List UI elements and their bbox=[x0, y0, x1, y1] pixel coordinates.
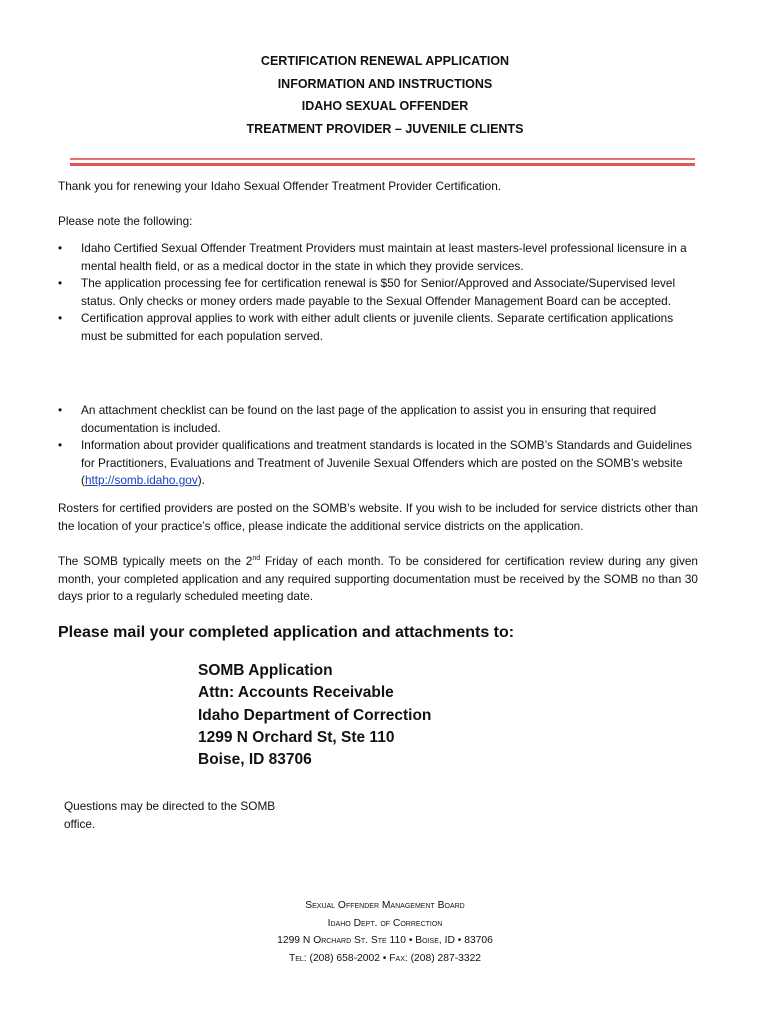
header-line-2: INFORMATION AND INSTRUCTIONS bbox=[277, 76, 493, 91]
list-item: • Certification approval applies to work with either adult clients or juvenile clients. Separate certification applications must be submitted for each population served. bbox=[58, 311, 674, 343]
address-line-2: Attn: Accounts Receivable bbox=[198, 684, 394, 702]
header-line-3: IDAHO SEXUAL OFFENDER bbox=[301, 99, 469, 114]
header-line-4: TREATMENT PROVIDER – JUVENILE CLIENTS bbox=[246, 122, 524, 137]
information-list bbox=[58, 402, 698, 490]
questions-note: Questions may be directed to the SOMB office. bbox=[64, 799, 276, 831]
footer-line-2: Idaho Dept. of Correction bbox=[327, 917, 443, 929]
header-line-1: CERTIFICATION RENEWAL APPLICATION bbox=[260, 54, 510, 68]
intro-note: Please note the following: bbox=[58, 214, 193, 228]
footer-line-1: Sexual Offender Management Board bbox=[305, 900, 465, 911]
bullet-icon: • bbox=[58, 311, 63, 325]
footer-line-3: 1299 N Orchard St. Ste 110 • Boise, ID • 83706 bbox=[277, 935, 493, 946]
bullet-icon: • bbox=[58, 403, 63, 417]
header-divider-bottom bbox=[70, 163, 695, 166]
requirements-list bbox=[58, 240, 698, 345]
mail-heading: Please mail your completed application and attachments to: bbox=[58, 624, 515, 641]
intro-thanks: Thank you for renewing your Idaho Sexual Offender Treatment Provider Certification. bbox=[58, 179, 502, 193]
document-header bbox=[0, 50, 770, 141]
list-item: • The application processing fee for certification renewal is $50 for Senior/Approved and Associate/Supervised level status. Only checks or money orders made payable to the Sexual Offender Management Board can be accepted. bbox=[58, 276, 676, 308]
bullet-icon: • bbox=[58, 438, 63, 452]
bullet-icon: • bbox=[58, 241, 63, 255]
footer-contact bbox=[0, 897, 770, 967]
list-item: • An attachment checklist can be found on the last page of the application to assist you in ensuring that required documentation is included. bbox=[58, 403, 657, 435]
address-line-5: Boise, ID 83706 bbox=[198, 751, 312, 769]
footer-line-4: Tel: (208) 658-2002 • Fax: (208) 287-3322 bbox=[288, 952, 482, 964]
list-item: • Information about provider qualifications and treatment standards is located in the SOMB’s Standards and Guidelines for Practitioners, Evaluations and Treatment of Juvenile Sexual Offenders which are posted on the SOMB’s website (http://somb.idaho.gov). bbox=[58, 438, 692, 487]
somb-website-link[interactable]: http://somb.idaho.gov bbox=[84, 473, 198, 487]
header-divider-top bbox=[70, 158, 695, 160]
address-line-3: Idaho Department of Correction bbox=[198, 706, 432, 724]
address-line-1: SOMB Application bbox=[198, 662, 333, 679]
rosters-paragraph: Rosters for certified providers are posted on the SOMB’s website. If you wish to be included for service districts other than the location of your practice’s office, please indicate the additional service districts on the application. bbox=[58, 501, 698, 533]
mailing-address bbox=[198, 660, 431, 771]
list-item: • Idaho Certified Sexual Offender Treatment Providers must maintain at least masters-level professional licensure in a mental health field, or as a medical doctor in the state in which they provide services. bbox=[58, 241, 687, 273]
address-line-4: 1299 N Orchard St, Ste 110 bbox=[198, 728, 395, 746]
bullet-icon: • bbox=[58, 276, 63, 290]
meeting-paragraph: The SOMB typically meets on the 2nd Friday of each month. To be considered for certification review during any given month, your completed application and any required supporting documentation must be received by the SOMB no than 30 days prior to a regularly scheduled meeting date. bbox=[58, 554, 698, 603]
